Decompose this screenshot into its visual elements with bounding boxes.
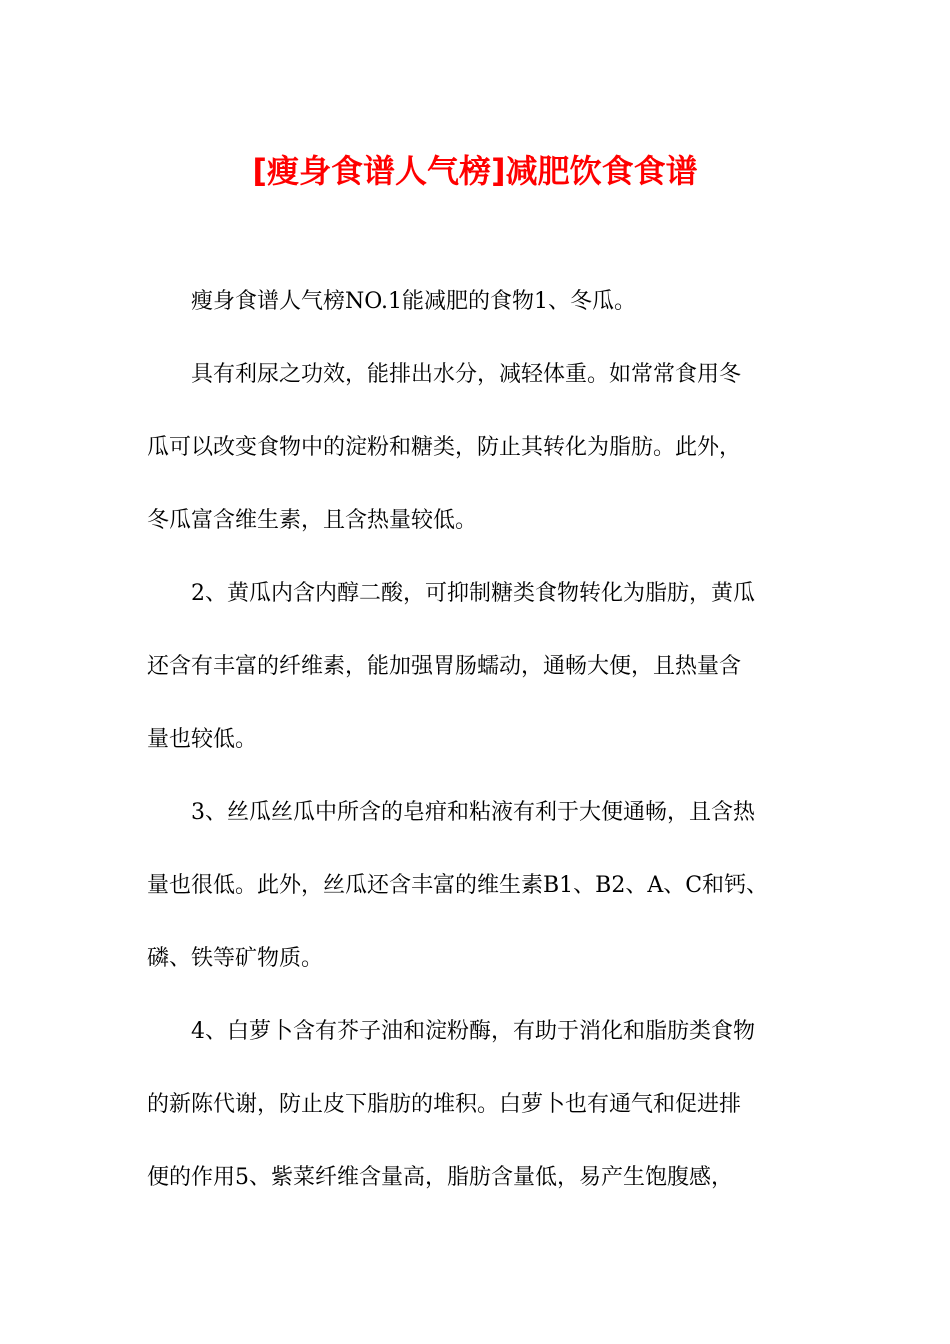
text-line: 量也较低。 (147, 727, 258, 752)
text-line: 磷、铁等矿物质。 (147, 946, 324, 971)
document-body (147, 280, 807, 1229)
text-line: 瓜可以改变食物中的淀粉和糖类，防止其转化为脂肪。此外， (147, 435, 742, 460)
text-line: 具有利尿之功效，能排出水分，减轻体重。如常常食用冬 (191, 362, 742, 387)
text-line: 2、黄瓜内含内醇二酸，可抑制糖类食物转化为脂肪，黄瓜 (191, 581, 755, 606)
text-line: 4、白萝卜含有芥子油和淀粉酶，有助于消化和脂肪类食物 (191, 1019, 755, 1044)
paragraph (147, 280, 807, 353)
paragraph (147, 572, 807, 791)
text-line: 量也很低。此外，丝瓜还含丰富的维生素B1、B2、A、C和钙、 (147, 873, 769, 898)
text-line: 瘦身食谱人气榜NO.1能减肥的食物1、冬瓜。 (191, 289, 636, 314)
document-title: [瘦身食谱人气榜]减肥饮食食谱 (252, 152, 698, 190)
text-line: 的新陈代谢，防止皮下脂肪的堆积。白萝卜也有通气和促进排 (147, 1092, 742, 1117)
paragraph (147, 1010, 807, 1229)
text-line: 还含有丰富的纤维素，能加强胃肠蠕动，通畅大便，且热量含 (147, 654, 742, 679)
text-line: 冬瓜富含维生素，且含热量较低。 (147, 508, 478, 533)
paragraph (147, 791, 807, 1010)
text-line: 便的作用5、紫菜纤维含量高，脂肪含量低，易产生饱腹感， (147, 1165, 733, 1190)
paragraph (147, 353, 807, 572)
text-line: 3、丝瓜丝瓜中所含的皂疳和粘液有利于大便通畅，且含热 (191, 800, 755, 825)
